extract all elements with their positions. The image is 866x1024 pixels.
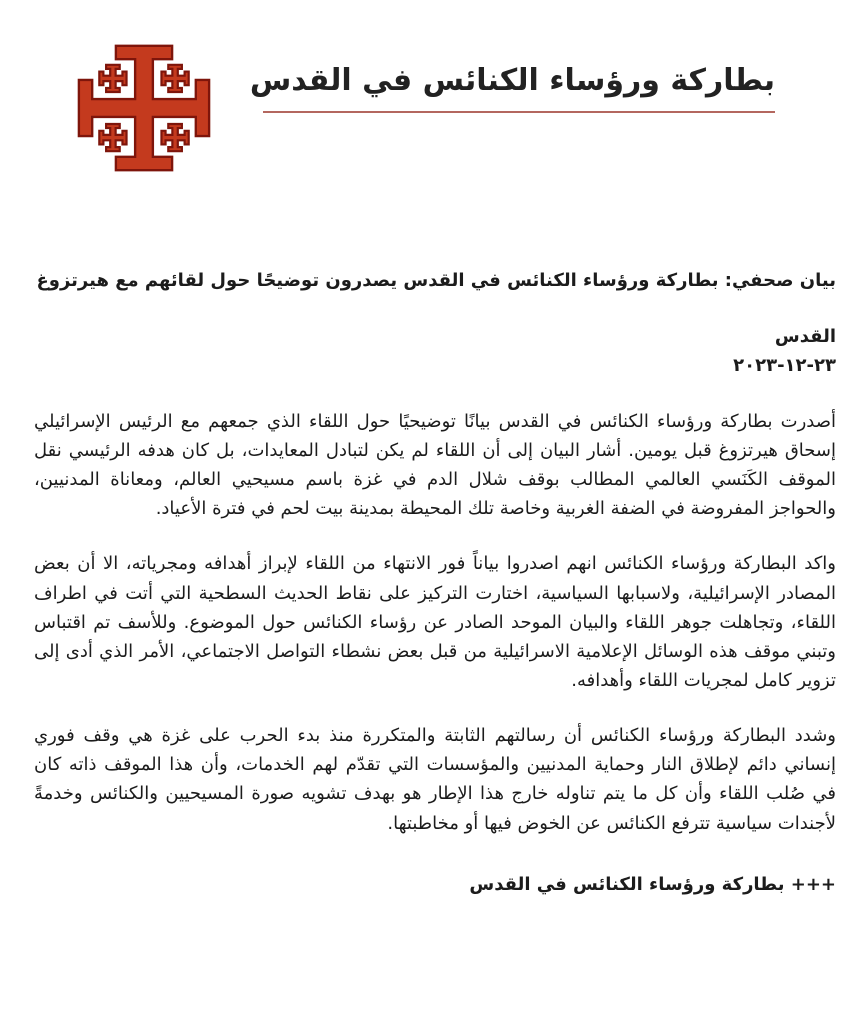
- dateline: [34, 323, 836, 381]
- title-underline-rule: [263, 111, 775, 113]
- press-paragraph-2: واكد البطاركة ورؤساء الكنائس انهم اصدروا بياناً فور الانتهاء من اللقاء لإبراز أهدافه ومجرياته، الا أن بعض المصادر الإسرائيلية، ولاسبابها السياسية، اختارت التركيز على نقاط الحديث السطحية التي أتت في اطراف اللقاء، وتجاهلت جوهر اللقاء والبيان الموحد الصادر عن رؤساء الكنائس حول الموضوع. وللأسف تم اقتباس وتبني موقف هذه الوسائل الإعلامية الاسرائيلية من قبل بعض نشطاء التواصل الاجتماعي، الأمر الذي أدى إلى تزوير كامل لمجريات اللقاء وأهدافه.: [34, 553, 836, 691]
- press-paragraph-1: أصدرت بطاركة ورؤساء الكنائس في القدس بيانًا توضيحيًا حول اللقاء الذي جمعهم مع الرئيس الإسرائيلي إسحاق هيرتزوغ قبل يومين. أشار البيان إلى أن اللقاء لم يكن لتبادل المعايدات، بل كان هدفه الرئيسي نقل الموقف الكَنَسي العالمي المطالب بوقف شلال الدم في غزة باسم مسيحيي العالم، ومعاناة المدنيين، والحواجز المفروضة في الضفة الغربية وخاصة تلك المحيطة بمدينة بيت لحم في فترة الأعياد.: [34, 410, 836, 520]
- organization-title: بطاركة ورؤساء الكنائس في القدس: [249, 63, 775, 98]
- press-release-body: [0, 266, 866, 899]
- letterhead: [0, 0, 866, 196]
- dateline-date: ٢٣-١٢-٢٠٢٣: [733, 354, 836, 376]
- press-paragraph-3: وشدد البطاركة ورؤساء الكنائس أن رسالتهم الثابتة والمتكررة منذ بدء الحرب على غزة هي وقف فوري إنساني دائم لإطلاق النار وحماية المدنيين والمؤسسات التي تقدّم لهم الخدمات، وأن هذا الموقف ذاته كان في صُلب اللقاء وأن كل ما يتم تناوله خارج هذا الإطار هو بهدف تشويه صورة المسيحيين والكنائس وخدمةً لأجندات سياسية تترفع الكنائس عن الخوض فيها أو مخاطبتها.: [34, 725, 836, 834]
- letterhead-title-block: [249, 58, 775, 113]
- jerusalem-cross-icon: [68, 34, 220, 182]
- dateline-location: القدس: [774, 326, 836, 348]
- press-release-headline: بيان صحفي: بطاركة ورؤساء الكنائس في القدس يصدرون توضيحًا حول لقائهم مع هيرتزوغ: [36, 270, 836, 291]
- press-release-signoff: +++ بطاركة ورؤساء الكنائس في القدس: [469, 873, 836, 895]
